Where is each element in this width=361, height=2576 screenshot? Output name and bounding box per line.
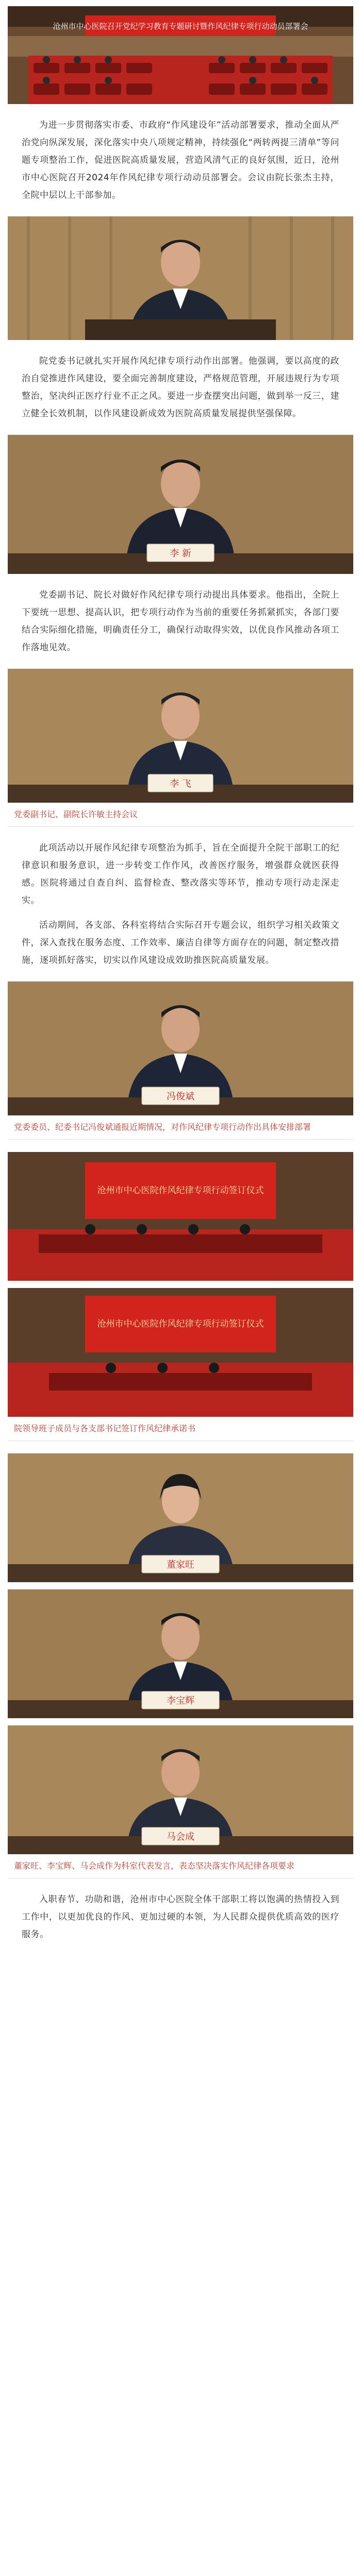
- svg-text:李 飞: 李 飞: [170, 778, 191, 789]
- svg-text:董家旺: 董家旺: [167, 1560, 194, 1570]
- paragraph-6: 入职春节、功勋和谐，沧州市中心医院全体干部职工将以饱满的热情投入到工作中，以更加优良的作风、更加过硬的本领，为人民群众提供优质高效的医疗服务。: [22, 1894, 339, 1940]
- conference-hall-svg: [8, 6, 353, 104]
- photo-caption-3: 院领导班子成员与各支部书记签订作风纪律承诺书: [8, 1417, 353, 1441]
- photo-signing-stage-2: [8, 1288, 353, 1417]
- photo-signing-stage-1: [8, 1152, 353, 1281]
- photo-speaker-6: [8, 1589, 353, 1718]
- paragraph-1: 为进一步贯彻落实市委、市政府“作风建设年”活动部署要求，推动全面从严治党向纵深发展，深化落实中央八项规定精神，持续强化“两转两提三清单”等问题专项整治工作，促进医院高质量发展，营造风清气正的良好氛围，近日，沧州市中心医院召开2024年作风纪律专项行动动员部署会。会议由院长张杰主持，全院中层以上干部参加。: [22, 120, 339, 200]
- hall-banner-text: 沧州市中心医院召开党纪学习教育专题研讨暨作风纪律专项行动动员部署会: [53, 22, 308, 31]
- photo-speaker-4: [8, 981, 353, 1115]
- svg-text:马会成: 马会成: [167, 1832, 194, 1842]
- svg-text:李 新: 李 新: [170, 548, 191, 559]
- photo-speaker-2: [8, 435, 353, 574]
- paragraph-2: 院党委书记就扎实开展作风纪律专项行动作出部署。他强调，要以高度的政治自觉推进作风建设，要全面完善制度建设，严格规范管理，开展违规行为专项整治，坚决纠正医疗行业不正之风。要进一步查摆突出问题，做到举一反三，建立健全长效机制，以作风建设新成效为医院高质量发展提供坚强保障。: [22, 356, 339, 419]
- svg-text:李宝辉: 李宝辉: [167, 1696, 194, 1706]
- photo-speaker-3: [8, 669, 353, 803]
- photo-speaker-7: [8, 1725, 353, 1854]
- photo-speaker-5: [8, 1453, 353, 1582]
- photo-speaker-1: [8, 216, 353, 340]
- photo-caption-4: 董家旺、李宝辉、马会成作为科室代表发言，表态坚决落实作风纪律各项要求: [8, 1854, 353, 1878]
- svg-text:冯俊斌: 冯俊斌: [167, 1091, 194, 1102]
- paragraph-5: 活动期间，各支部、各科室将结合实际召开专题会议，组织学习相关政策文件，深入查找在服务态度、工作效率、廉洁自律等方面存在的问题，制定整改措施，逐项抓好落实，切实以作风建设成效助推医院高质量发展。: [22, 920, 339, 965]
- paragraph-3: 党委副书记、院长对做好作风纪律专项行动提出具体要求。他指出，全院上下要统一思想、提高认识，把专项行动作为当前的重要任务抓紧抓实，各部门要结合实际细化措施，明确责任分工，确保行动取得实效，以优良作风推动各项工作落地见效。: [22, 590, 339, 653]
- svg-text:沧州市中心医院作风纪律专项行动签订仪式: 沧州市中心医院作风纪律专项行动签订仪式: [97, 1319, 264, 1329]
- photo-caption-1: 党委副书记、副院长许敏主持会议: [8, 803, 353, 827]
- svg-text:沧州市中心医院作风纪律专项行动签订仪式: 沧州市中心医院作风纪律专项行动签订仪式: [97, 1185, 264, 1196]
- paragraph-4: 此项活动以开展作风纪律专项整治为抓手，旨在全面提升全院干部职工的纪律意识和服务意识，进一步转变工作作风，改善医疗服务，增强群众就医获得感。医院将通过自查自纠、监督检查、整改落实等环节，推动专项行动走深走实。: [22, 843, 339, 906]
- photo-conference-hall: [8, 6, 353, 104]
- photo-caption-2: 党委委员、纪委书记冯俊斌通报近期情况，对作风纪律专项行动作出具体安排部署: [8, 1115, 353, 1140]
